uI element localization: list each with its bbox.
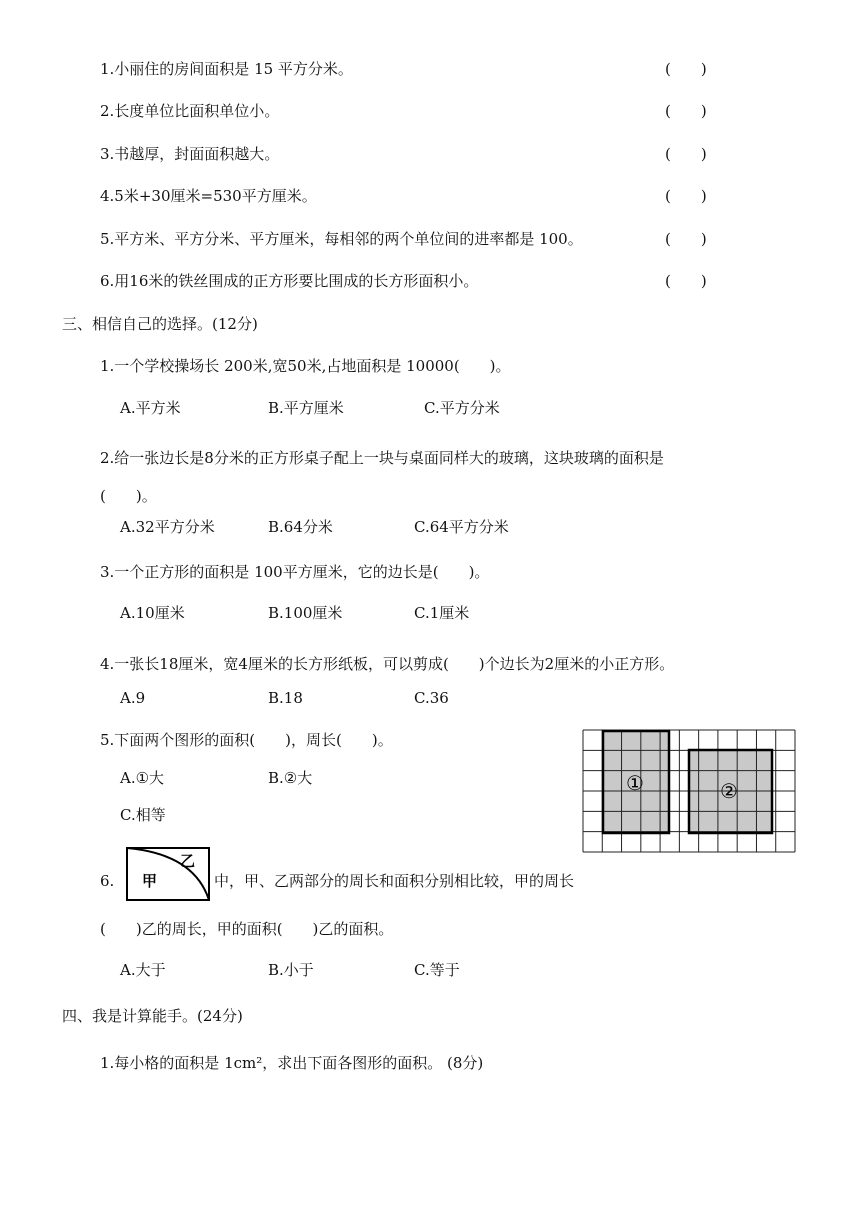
- q6-option-c[interactable]: C.等于: [414, 961, 460, 979]
- judge-answer-paren-4[interactable]: ( ): [665, 187, 707, 205]
- q3-option-a[interactable]: A.10厘米: [120, 604, 185, 622]
- section4-title: 四、我是计算能手。(24分): [62, 1007, 243, 1025]
- q1-option-a[interactable]: A.平方米: [120, 399, 181, 417]
- judge-answer-paren-5[interactable]: ( ): [665, 230, 707, 248]
- figure-2-label: ②: [720, 779, 738, 803]
- q3-option-c[interactable]: C.1厘米: [414, 604, 470, 622]
- q6-option-a[interactable]: A.大于: [120, 961, 166, 979]
- q5-option-a[interactable]: A.①大: [120, 769, 165, 787]
- section3-title: 三、相信自己的选择。(12分): [62, 315, 258, 333]
- q6-figure: [124, 846, 214, 904]
- q6-stem: 中，甲、乙两部分的周长和面积分别相比较，甲的周长: [214, 872, 575, 890]
- q4-option-a[interactable]: A.9: [120, 689, 146, 707]
- q6-stem-cont: ( )乙的周长，甲的面积( )乙的面积。: [100, 920, 394, 938]
- figure-1-label: ①: [626, 771, 644, 795]
- q6-number: 6.: [100, 872, 115, 890]
- q2-option-a[interactable]: A.32平方分米: [120, 518, 215, 536]
- q5-stem: 5.下面两个图形的面积( )，周长( )。: [100, 731, 393, 749]
- q6-option-b[interactable]: B.小于: [268, 961, 314, 979]
- q4-option-b[interactable]: B.18: [268, 689, 303, 707]
- q3-stem: 3.一个正方形的面积是 100平方厘米，它的边长是( )。: [100, 563, 490, 581]
- judge-answer-paren-6[interactable]: ( ): [665, 272, 707, 290]
- q2-stem-cont: ( )。: [100, 487, 157, 505]
- region-jia-label: 甲: [142, 872, 158, 890]
- judge-item-6: 6.用16米的铁丝围成的正方形要比围成的长方形面积小。: [100, 272, 479, 290]
- judge-item-4: 4.5米+30厘米=530平方厘米。: [100, 187, 317, 205]
- q3-option-b[interactable]: B.100厘米: [268, 604, 343, 622]
- q2-stem: 2.给一张边长是8分米的正方形桌子配上一块与桌面同样大的玻璃，这块玻璃的面积是: [100, 449, 664, 467]
- judge-answer-paren-3[interactable]: ( ): [665, 145, 707, 163]
- judge-item-3: 3.书越厚，封面面积越大。: [100, 145, 280, 163]
- q1-stem: 1.一个学校操场长 200米,宽50米,占地面积是 10000( )。: [100, 357, 511, 375]
- q5-option-b[interactable]: B.②大: [268, 769, 313, 787]
- q1-option-b[interactable]: B.平方厘米: [268, 399, 344, 417]
- q1-option-c[interactable]: C.平方分米: [424, 399, 500, 417]
- q5-grid-figure: [582, 729, 796, 853]
- q2-option-b[interactable]: B.64分米: [268, 518, 333, 536]
- q4-option-c[interactable]: C.36: [414, 689, 449, 707]
- judge-item-2: 2.长度单位比面积单位小。: [100, 102, 280, 120]
- judge-item-5: 5.平方米、平方分米、平方厘米，每相邻的两个单位间的进率都是 100。: [100, 230, 583, 248]
- q2-option-c[interactable]: C.64平方分米: [414, 518, 509, 536]
- section4-q1: 1.每小格的面积是 1cm²，求出下面各图形的面积。 (8分): [100, 1054, 484, 1072]
- region-yi-label: 乙: [180, 852, 196, 870]
- q5-option-c[interactable]: C.相等: [120, 806, 166, 824]
- judge-item-1: 1.小丽住的房间面积是 15 平方分米。: [100, 60, 353, 78]
- judge-answer-paren-1[interactable]: ( ): [665, 60, 707, 78]
- q4-stem: 4.一张长18厘米，宽4厘米的长方形纸板，可以剪成( )个边长为2厘米的小正方形。: [100, 655, 675, 673]
- judge-answer-paren-2[interactable]: ( ): [665, 102, 707, 120]
